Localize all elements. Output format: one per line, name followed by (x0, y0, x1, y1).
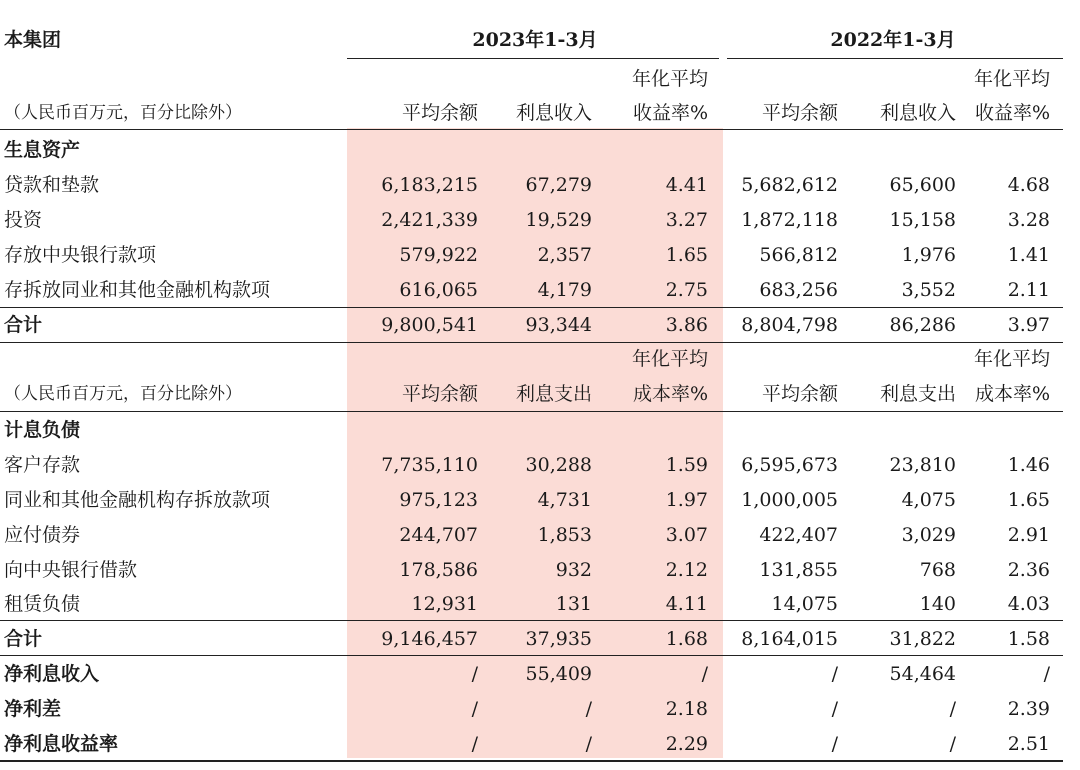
col-header: 平均余额 (761, 383, 838, 405)
summary-row (0, 657, 1080, 692)
cell: 1,872,118 (741, 209, 838, 231)
row-label: 净利息收益率 (4, 733, 119, 755)
cell: / (831, 663, 838, 685)
table-row (0, 448, 1080, 483)
col-header: 成本率% (632, 383, 708, 405)
cell: 5,682,612 (741, 174, 838, 196)
cell: 31,822 (889, 628, 956, 650)
cell: 2.29 (665, 733, 708, 755)
summary-row (0, 692, 1080, 727)
cell: 1.59 (665, 454, 708, 476)
cell: 683,256 (759, 279, 838, 301)
liabilities-header (0, 377, 1080, 412)
cell: / (585, 698, 592, 720)
col-header: 利息收入 (515, 102, 592, 124)
section-rule (0, 655, 1063, 656)
col-header: 平均余额 (401, 383, 478, 405)
cell: 131,855 (759, 559, 838, 581)
cell: 3.07 (665, 524, 708, 546)
period-rule-2022 (727, 58, 1063, 59)
total-row (0, 308, 1080, 343)
cell: 4.41 (665, 174, 708, 196)
table-row (0, 203, 1080, 238)
row-label: 合计 (4, 314, 43, 336)
cell: 14,075 (771, 593, 838, 615)
cell: 4.03 (1007, 593, 1050, 615)
col-header: 利息支出 (515, 383, 592, 405)
table-row (0, 273, 1080, 308)
cell: 2.18 (665, 698, 708, 720)
cell: / (1043, 663, 1050, 685)
cell: 178,586 (399, 559, 478, 581)
section-label: 生息资产 (4, 139, 81, 161)
cell: 3.97 (1007, 314, 1050, 336)
col-header: 收益率% (974, 102, 1050, 124)
row-label: 同业和其他金融机构存拆放款项 (4, 489, 271, 511)
cell: 1.58 (1007, 628, 1050, 650)
col-header: 成本率% (974, 383, 1050, 405)
cell: 4.11 (665, 593, 708, 615)
table-row (0, 518, 1080, 553)
table-row (0, 587, 1080, 622)
liabilities-header-top (0, 342, 1080, 377)
cell: 15,158 (889, 209, 956, 231)
cell: 8,164,015 (741, 628, 838, 650)
cell: 6,183,215 (381, 174, 478, 196)
cell: 7,735,110 (381, 454, 478, 476)
header-annualized: 年化平均 (631, 348, 708, 370)
header-annualized: 年化平均 (973, 348, 1050, 370)
header-rule (0, 129, 1063, 130)
row-label: 合计 (4, 628, 43, 650)
table-row (0, 238, 1080, 273)
cell: 1.65 (1007, 489, 1050, 511)
cell: 19,529 (525, 209, 592, 231)
cell: 140 (919, 593, 956, 615)
cell: 1.41 (1007, 244, 1050, 266)
col-header: 利息收入 (879, 102, 956, 124)
cell: 244,707 (399, 524, 478, 546)
period-2023: 2023年1-3月 (472, 29, 598, 51)
table-row (0, 553, 1080, 588)
summary-row (0, 727, 1080, 762)
row-label: 向中央银行借款 (4, 559, 138, 581)
cell: 4,075 (901, 489, 956, 511)
section-title (0, 413, 1080, 448)
row-label: 投资 (4, 209, 43, 231)
cell: 1,853 (537, 524, 592, 546)
assets-header-top (0, 62, 1080, 97)
cell: 932 (555, 559, 592, 581)
cell: 4,179 (537, 279, 592, 301)
unit-note: （人民币百万元，百分比除外） (4, 103, 242, 123)
cell: 67,279 (525, 174, 592, 196)
cell: 2.12 (665, 559, 708, 581)
header-rule (0, 411, 1063, 412)
cell: / (471, 663, 478, 685)
cell: 2.91 (1007, 524, 1050, 546)
cell: / (949, 733, 956, 755)
cell: 30,288 (525, 454, 592, 476)
cell: 23,810 (889, 454, 956, 476)
period-2022: 2022年1-3月 (830, 29, 956, 51)
cell: 131 (555, 593, 592, 615)
cell: / (831, 733, 838, 755)
row-label: 客户存款 (4, 454, 81, 476)
col-header: 平均余额 (761, 102, 838, 124)
cell: 4,731 (537, 489, 592, 511)
cell: 422,407 (759, 524, 838, 546)
assets-header (0, 96, 1080, 131)
entity-title: 本集团 (4, 29, 62, 51)
bottom-rule (0, 760, 1063, 762)
section-title (0, 133, 1080, 168)
header-annualized: 年化平均 (631, 68, 708, 90)
cell: 768 (919, 559, 956, 581)
cell: 6,595,673 (741, 454, 838, 476)
cell: 3,029 (901, 524, 956, 546)
cell: 65,600 (889, 174, 956, 196)
cell: / (949, 698, 956, 720)
cell: 54,464 (889, 663, 956, 685)
total-rule (0, 620, 1063, 621)
header-annualized: 年化平均 (973, 68, 1050, 90)
cell: 3.27 (665, 209, 708, 231)
cell: 3.28 (1007, 209, 1050, 231)
cell: 2.39 (1007, 698, 1050, 720)
cell: 2.51 (1007, 733, 1050, 755)
cell: 2.36 (1007, 559, 1050, 581)
cell: 55,409 (525, 663, 592, 685)
cell: 8,804,798 (741, 314, 838, 336)
col-header: 平均余额 (401, 102, 478, 124)
cell: 2,357 (537, 244, 592, 266)
col-header: 收益率% (632, 102, 708, 124)
cell: 566,812 (759, 244, 838, 266)
period-rule-2023 (347, 58, 719, 59)
cell: 93,344 (525, 314, 592, 336)
cell: / (831, 698, 838, 720)
cell: 37,935 (525, 628, 592, 650)
row-label: 存拆放同业和其他金融机构款项 (4, 279, 271, 301)
cell: 86,286 (889, 314, 956, 336)
cell: 975,123 (399, 489, 478, 511)
cell: 1.68 (665, 628, 708, 650)
cell: / (471, 698, 478, 720)
cell: 1,976 (901, 244, 956, 266)
table-row (0, 168, 1080, 203)
cell: / (701, 663, 708, 685)
cell: 9,146,457 (381, 628, 478, 650)
cell: 3,552 (901, 279, 956, 301)
cell: 9,800,541 (381, 314, 478, 336)
row-label: 租赁负债 (4, 593, 81, 615)
total-row (0, 622, 1080, 657)
row-label: 应付债券 (4, 524, 81, 546)
unit-note: （人民币百万元，百分比除外） (4, 384, 242, 404)
section-label: 计息负债 (4, 419, 81, 441)
cell: 2,421,339 (381, 209, 478, 231)
cell: 579,922 (399, 244, 478, 266)
row-label: 贷款和垫款 (4, 174, 100, 196)
cell: 1.46 (1007, 454, 1050, 476)
table-row (0, 483, 1080, 518)
cell: 1,000,005 (741, 489, 838, 511)
cell: 2.11 (1007, 279, 1050, 301)
row-label: 净利差 (4, 698, 62, 720)
cell: 2.75 (665, 279, 708, 301)
cell: 616,065 (399, 279, 478, 301)
cell: 1.97 (665, 489, 708, 511)
cell: 12,931 (411, 593, 478, 615)
row-label: 净利息收入 (4, 663, 100, 685)
cell: / (471, 733, 478, 755)
cell: / (585, 733, 592, 755)
cell: 3.86 (665, 314, 708, 336)
cell: 1.65 (665, 244, 708, 266)
cell: 4.68 (1007, 174, 1050, 196)
col-header: 利息支出 (879, 383, 956, 405)
row-label: 存放中央银行款项 (4, 244, 157, 266)
